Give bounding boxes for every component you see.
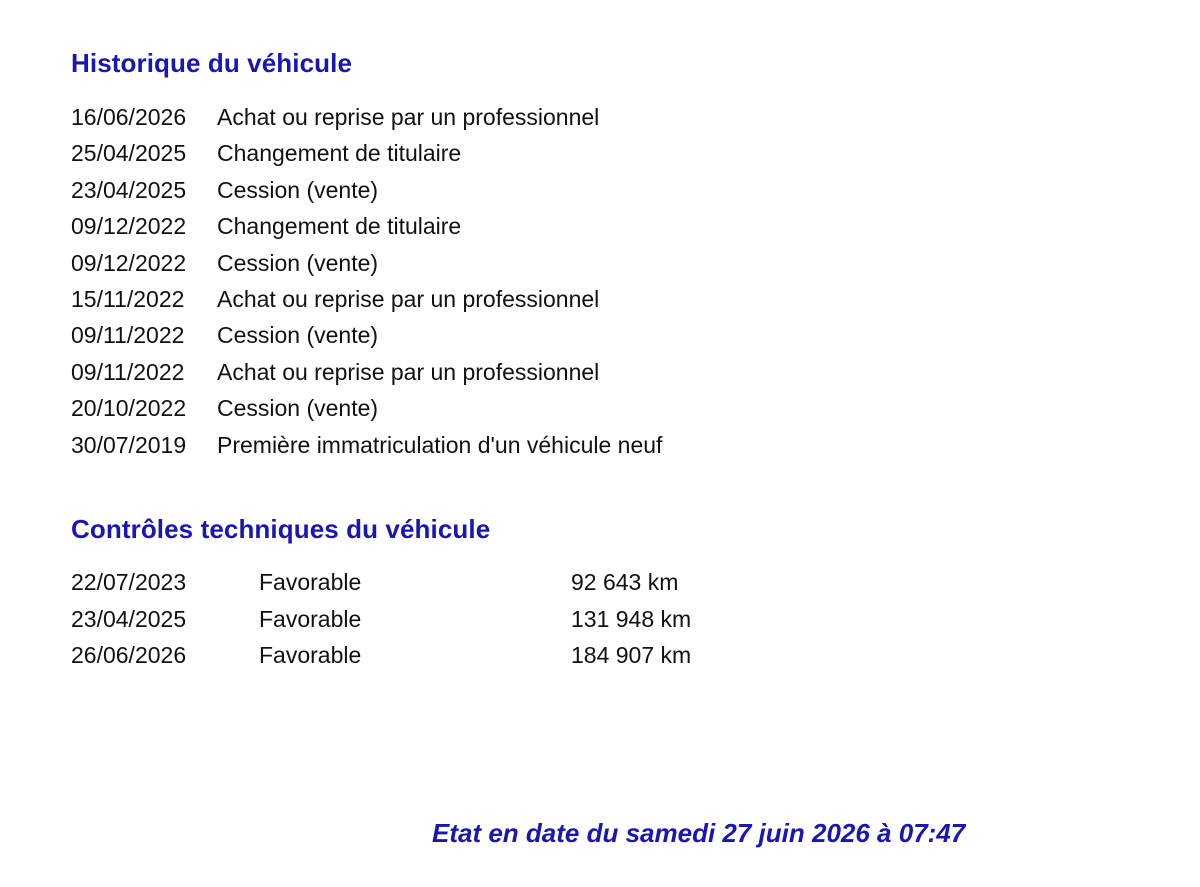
inspection-result: Favorable [259,605,362,632]
history-entry-date: 09/11/2022 [71,358,185,385]
inspection-date: 22/07/2023 [71,569,187,595]
technical-inspections-title: Contrôles techniques du véhicule [71,514,491,544]
history-entry-date: 09/12/2022 [71,249,187,276]
status-date-footer: Etat en date du samedi 27 juin 2026 à 07:47 [432,818,966,848]
history-entry-event: Cession (vente) [217,322,379,349]
history-entry [71,354,662,390]
table-row [71,601,691,638]
history-entry-date: 23/04/2025 [71,176,187,203]
history-entry-event: Cession (vente) [217,176,379,203]
inspection-result: Favorable [259,642,362,668]
history-entry [71,99,662,135]
history-entry-date: 09/12/2022 [71,213,187,240]
history-entry [71,317,662,353]
history-entry-event: Achat ou reprise par un professionnel [217,358,600,385]
history-entry-date: 16/06/2026 [71,104,187,130]
technical-inspections-table [71,564,691,674]
inspection-mileage: 184 907 km [571,642,692,668]
history-entry [71,245,662,281]
history-entry-date: 15/11/2022 [71,285,185,312]
history-entry [71,281,662,317]
inspection-mileage: 92 643 km [571,569,679,595]
history-entry-date: 09/11/2022 [71,322,185,349]
table-row [71,637,691,674]
history-entry-event: Changement de titulaire [217,213,462,240]
inspection-date: 23/04/2025 [71,605,187,632]
inspection-date: 26/06/2026 [71,642,187,668]
history-entry [71,135,662,171]
history-entry [71,427,662,463]
history-entry-event: Première immatriculation d'un véhicule neuf [217,431,663,458]
history-entry-event: Achat ou reprise par un professionnel [217,104,600,130]
history-list [71,99,662,463]
inspection-mileage: 131 948 km [571,605,692,632]
history-entry-event: Cession (vente) [217,249,379,276]
history-entry [71,390,662,426]
history-section-title: Historique du véhicule [71,48,353,78]
history-entry-date: 25/04/2025 [71,140,187,167]
inspection-result: Favorable [259,569,362,595]
history-entry [71,208,662,244]
history-entry-date: 30/07/2019 [71,431,187,458]
history-entry-event: Cession (vente) [217,395,379,422]
history-entry-event: Achat ou reprise par un professionnel [217,285,600,312]
history-entry [71,172,662,208]
history-entry-date: 20/10/2022 [71,395,187,422]
table-row [71,564,691,601]
history-entry-event: Changement de titulaire [217,140,462,167]
